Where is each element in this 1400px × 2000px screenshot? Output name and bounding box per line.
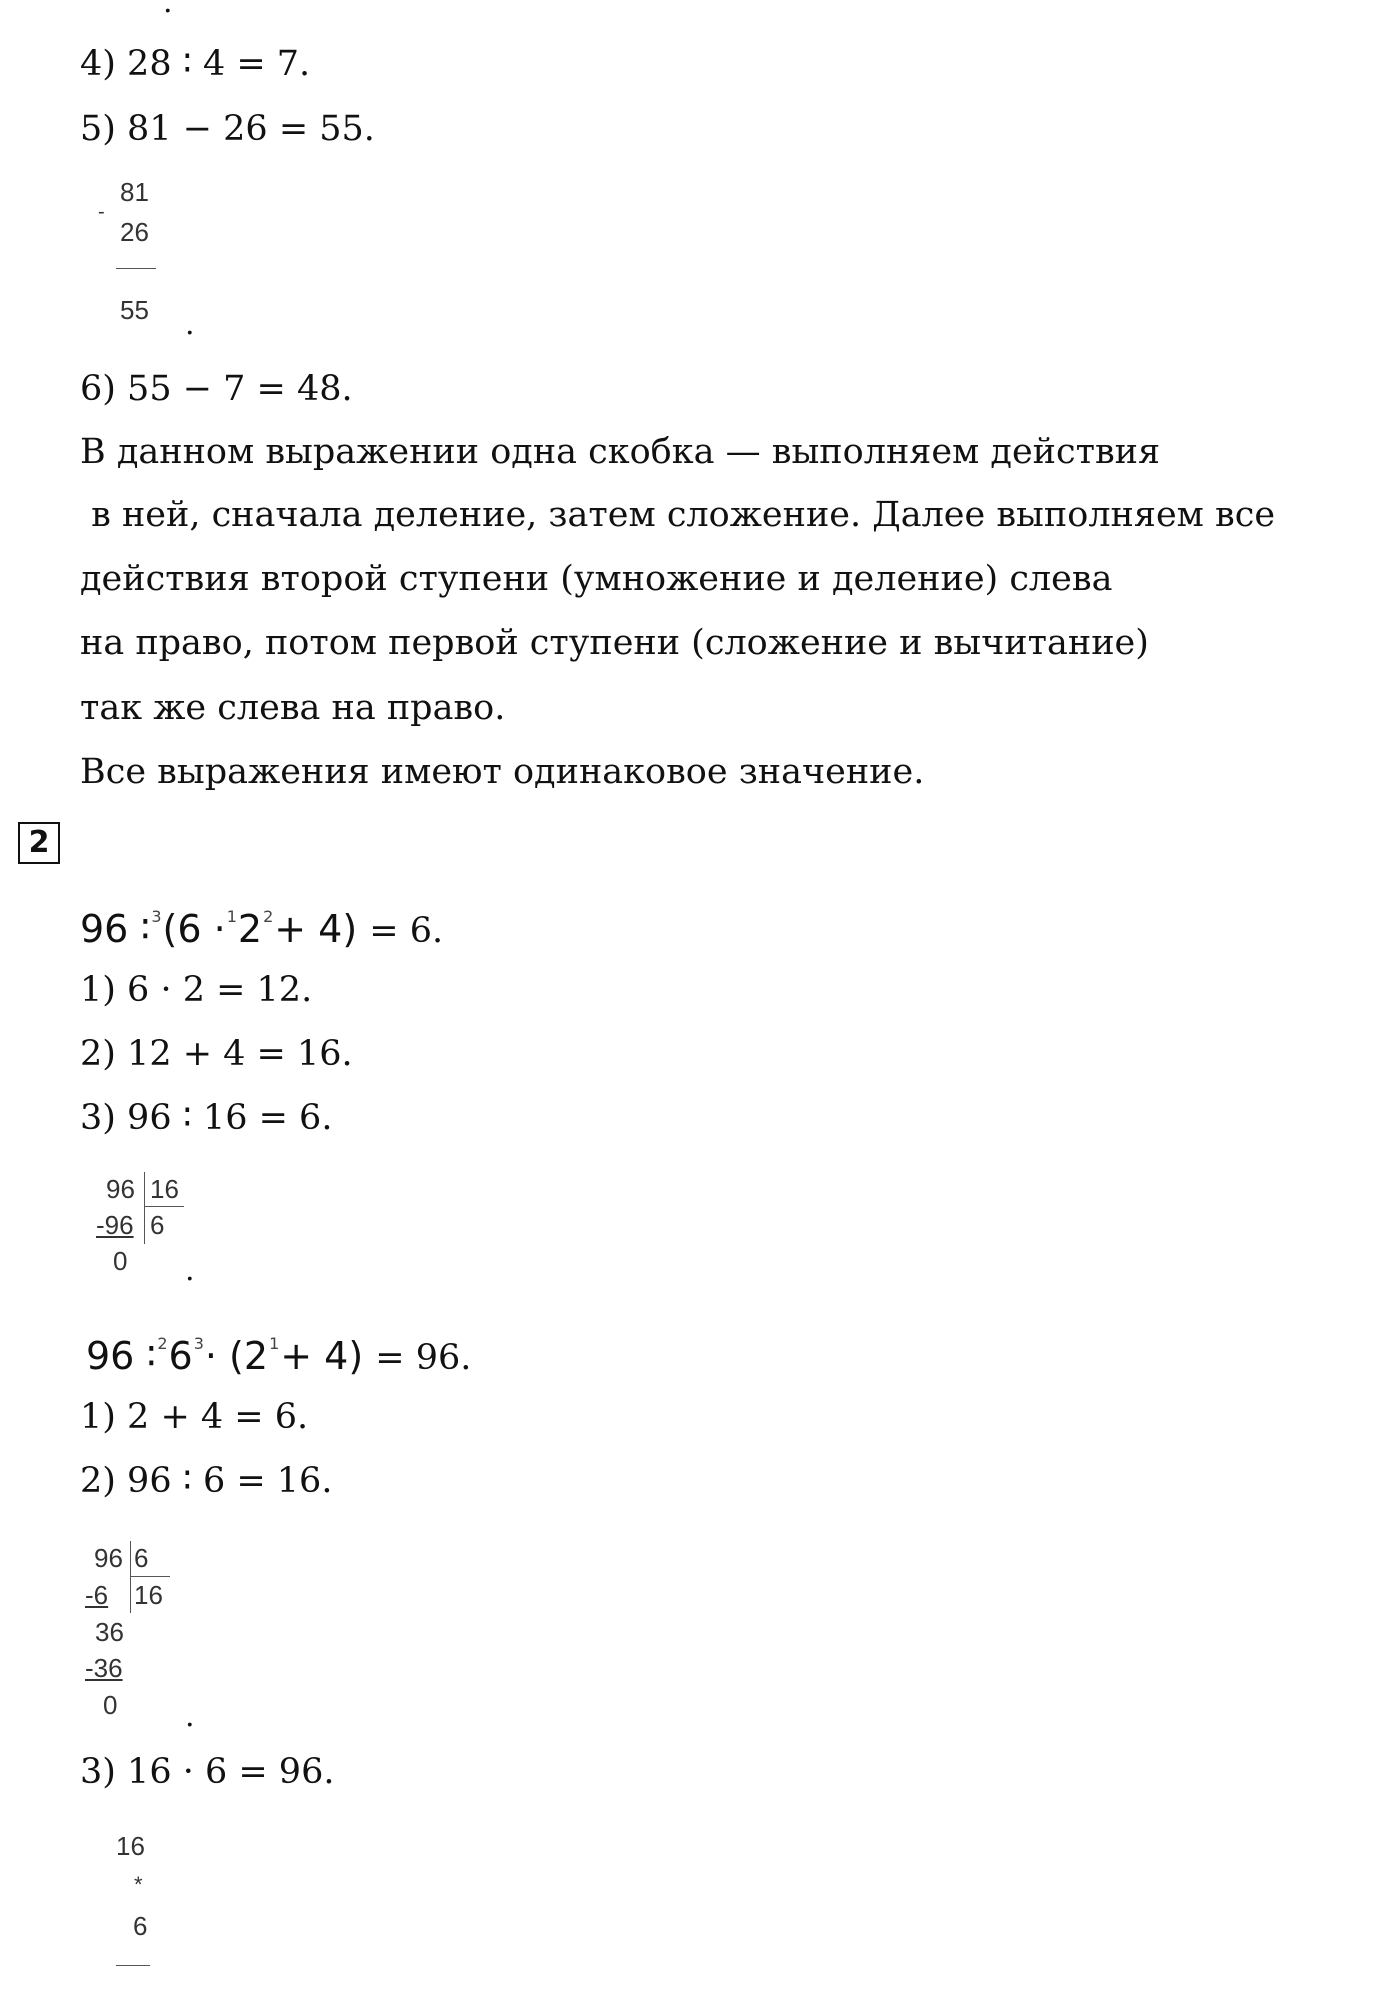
sub-sign: - xyxy=(98,201,105,223)
div2-dividend: 96 xyxy=(94,1543,123,1573)
stray-dot: . xyxy=(163,0,173,20)
mult-line xyxy=(116,1965,150,1966)
task-number-box: 2 xyxy=(18,822,60,864)
expr2-part: 96 ∶ xyxy=(86,1334,157,1378)
expr1-part: 96 ∶ xyxy=(80,907,151,951)
div2-divisor: 6 xyxy=(134,1543,149,1573)
expr1-part: 2 xyxy=(237,907,263,951)
mult-top: 16 xyxy=(116,1831,145,1861)
expr1-part: + 4) xyxy=(274,907,358,951)
expr2-part: + 4) xyxy=(280,1334,364,1378)
order-mark: 2 xyxy=(263,907,274,926)
div1-divisor: 16 xyxy=(150,1174,179,1204)
explanation-line: так же слева на право. xyxy=(80,688,506,728)
step-4: 4) 28 ∶ 4 = 7. xyxy=(80,44,311,84)
order-mark: 3 xyxy=(151,907,162,926)
expression-2 xyxy=(86,1322,471,1380)
sub-subtrahend: 26 xyxy=(120,217,149,247)
div2-partial: 36 xyxy=(95,1617,124,1647)
mult-sign: * xyxy=(134,1872,143,1897)
order-mark: 1 xyxy=(269,1334,280,1353)
step-6: 6) 55 − 7 = 48. xyxy=(80,369,353,409)
expr2-result: = 96. xyxy=(375,1338,472,1378)
sub-result: 55 xyxy=(120,295,149,325)
conclusion: Все выражения имеют одинаковое значение. xyxy=(80,752,925,792)
sub-minuend: 81 xyxy=(120,177,149,207)
div2-bar xyxy=(130,1541,131,1613)
mult-bottom: 6 xyxy=(133,1911,148,1941)
div2-divisor-line xyxy=(130,1576,170,1577)
explanation-line: в ней, сначала деление, затем сложение. Далее выполняем все xyxy=(80,495,1276,535)
expr1-result: = 6. xyxy=(369,911,444,951)
sub-end-dot: . xyxy=(185,307,195,342)
div2-subtract-1: -6 xyxy=(85,1580,109,1610)
expr2-step-3: 3) 16 · 6 = 96. xyxy=(80,1752,335,1792)
div1-end-dot: . xyxy=(185,1253,195,1288)
div1-divisor-line xyxy=(144,1206,184,1207)
div2-remainder: 0 xyxy=(103,1690,118,1720)
expr1-step-2: 2) 12 + 4 = 16. xyxy=(80,1034,353,1074)
div2-quotient: 16 xyxy=(134,1580,163,1610)
explanation-line: на право, потом первой ступени (сложение и вычитание) xyxy=(80,623,1149,663)
expr2-step-2: 2) 96 ∶ 6 = 16. xyxy=(80,1461,333,1501)
expr1-step-3: 3) 96 ∶ 16 = 6. xyxy=(80,1098,333,1138)
expr2-step-1: 1) 2 + 4 = 6. xyxy=(80,1397,309,1437)
expr1-part: (6 · xyxy=(162,907,226,951)
div1-bar xyxy=(144,1172,145,1244)
step-5: 5) 81 − 26 = 55. xyxy=(80,109,375,149)
div2-end-dot: . xyxy=(185,1699,195,1734)
order-mark: 3 xyxy=(193,1334,204,1353)
sub-line xyxy=(116,268,156,269)
explanation-line: В данном выражении одна скобка — выполняем действия xyxy=(80,432,1161,472)
expr2-part: 6 xyxy=(168,1334,193,1378)
div2-subtract-2: -36 xyxy=(85,1653,123,1683)
expr1-step-1: 1) 6 · 2 = 12. xyxy=(80,970,313,1010)
div1-subtract: -96 xyxy=(96,1210,134,1240)
div1-remainder: 0 xyxy=(113,1246,128,1276)
div1-dividend: 96 xyxy=(106,1174,135,1204)
div1-quotient: 6 xyxy=(150,1210,165,1240)
explanation-line: действия второй ступени (умножение и деление) слева xyxy=(80,559,1113,599)
expr2-part: · (2 xyxy=(204,1334,269,1378)
expression-1 xyxy=(80,895,443,953)
order-mark: 1 xyxy=(226,907,237,926)
order-mark: 2 xyxy=(157,1334,168,1353)
